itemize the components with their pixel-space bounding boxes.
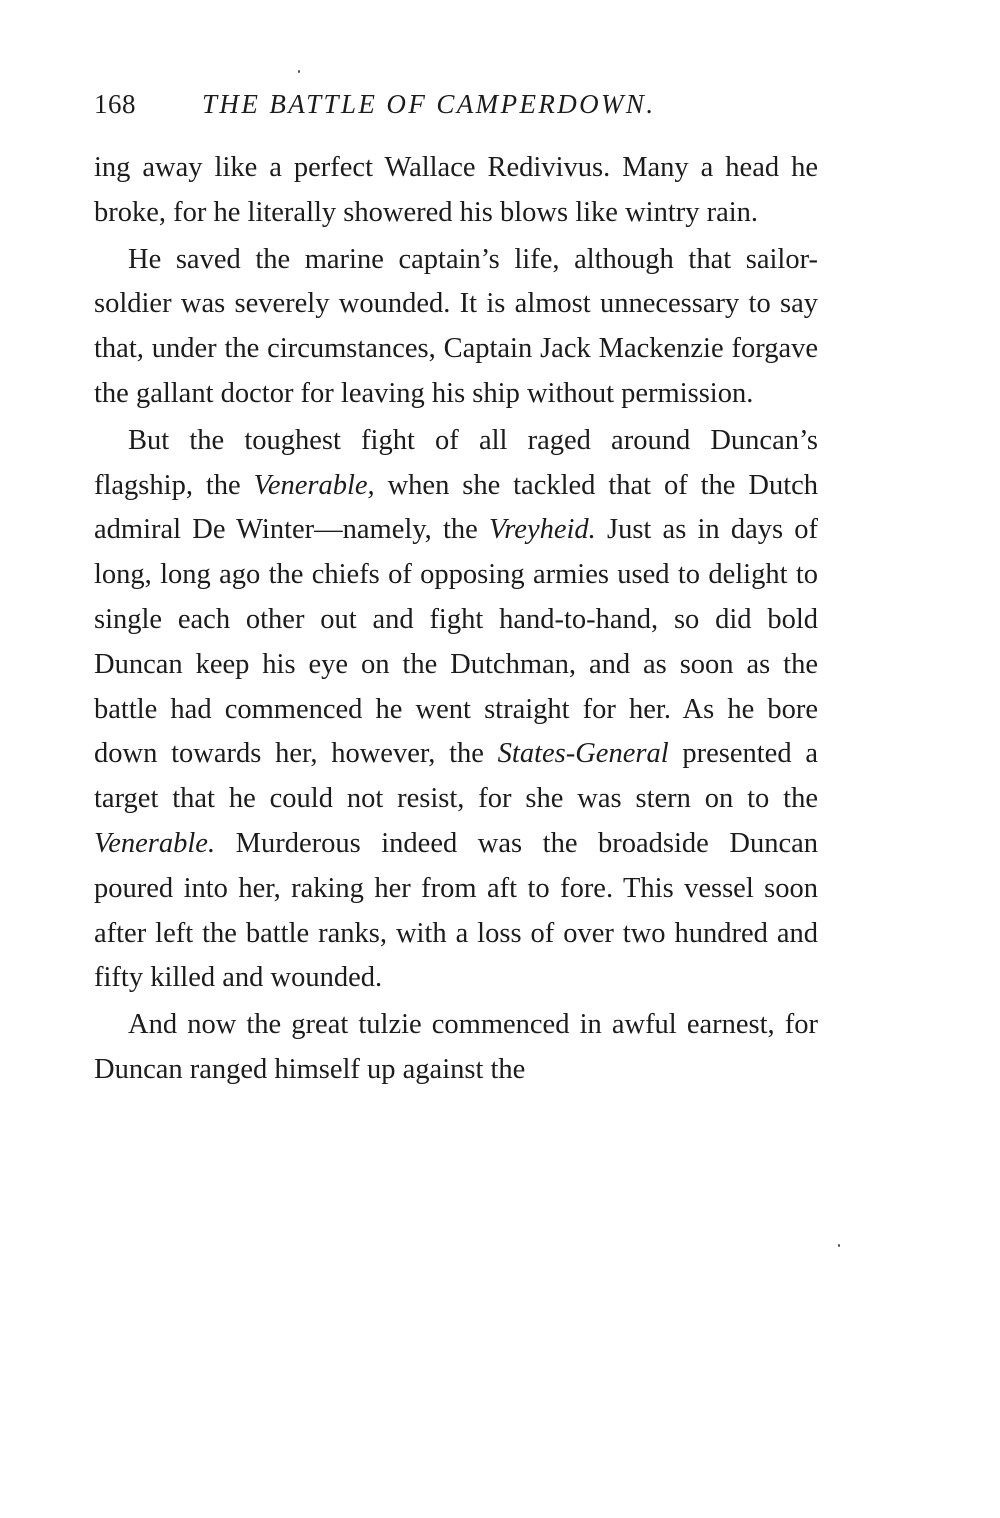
ship-name: States-General	[497, 738, 669, 770]
running-head	[94, 84, 814, 124]
body-text	[94, 146, 818, 1093]
text-segment: Murderous indeed was the broadside Duncan poured into her, raking her from aft to fore. This vessel soon after left the battle ranks, with a loss of over two hundred and fifty killed and wounded.	[94, 827, 818, 994]
print-speck	[838, 1244, 840, 1247]
paragraph	[94, 238, 818, 417]
text-segment: when she tackled that of the Dutch admiral De Winter—namely, the	[94, 469, 819, 546]
text-segment: ing away like a perfect Wallace Redivivus. Many a head he broke, for he literally showered his blows like wintry rain.	[94, 152, 818, 228]
text-segment: But the toughest fight of all raged around Duncan’s flagship, the	[94, 424, 818, 501]
print-speck	[298, 70, 300, 73]
running-title: THE BATTLE OF CAMPERDOWN.	[202, 89, 656, 119]
ship-name: Vreyheid.	[488, 514, 596, 546]
ship-name: Venerable.	[94, 827, 216, 859]
text-segment: And now the great tulzie commenced in awful earnest, for Duncan ranged himself up against the	[94, 1009, 818, 1085]
page-number: 168	[94, 89, 136, 119]
text-segment: He saved the marine captain’s life, although that sailor-soldier was severely wounded. It is almost unnecessary to say that, under the circumstances, Captain Jack Mackenzie forgave the gallant doctor for leaving his ship without permission.	[94, 243, 818, 409]
text-segment: presented a target that he could not resist, for she was stern on to the	[94, 738, 818, 815]
paragraph	[94, 1003, 818, 1093]
ship-name: Venerable,	[253, 469, 375, 501]
paragraph	[94, 146, 818, 236]
paragraph	[94, 419, 818, 1001]
text-segment: Just as in days of long, long ago the chiefs of opposing armies used to delight to single each other out and fight hand-to-hand, so did bold Duncan keep his eye on the Dutchman, and as soon as the battle had commenced he went straight for her. As he bore down towards her, however, the	[94, 514, 818, 770]
